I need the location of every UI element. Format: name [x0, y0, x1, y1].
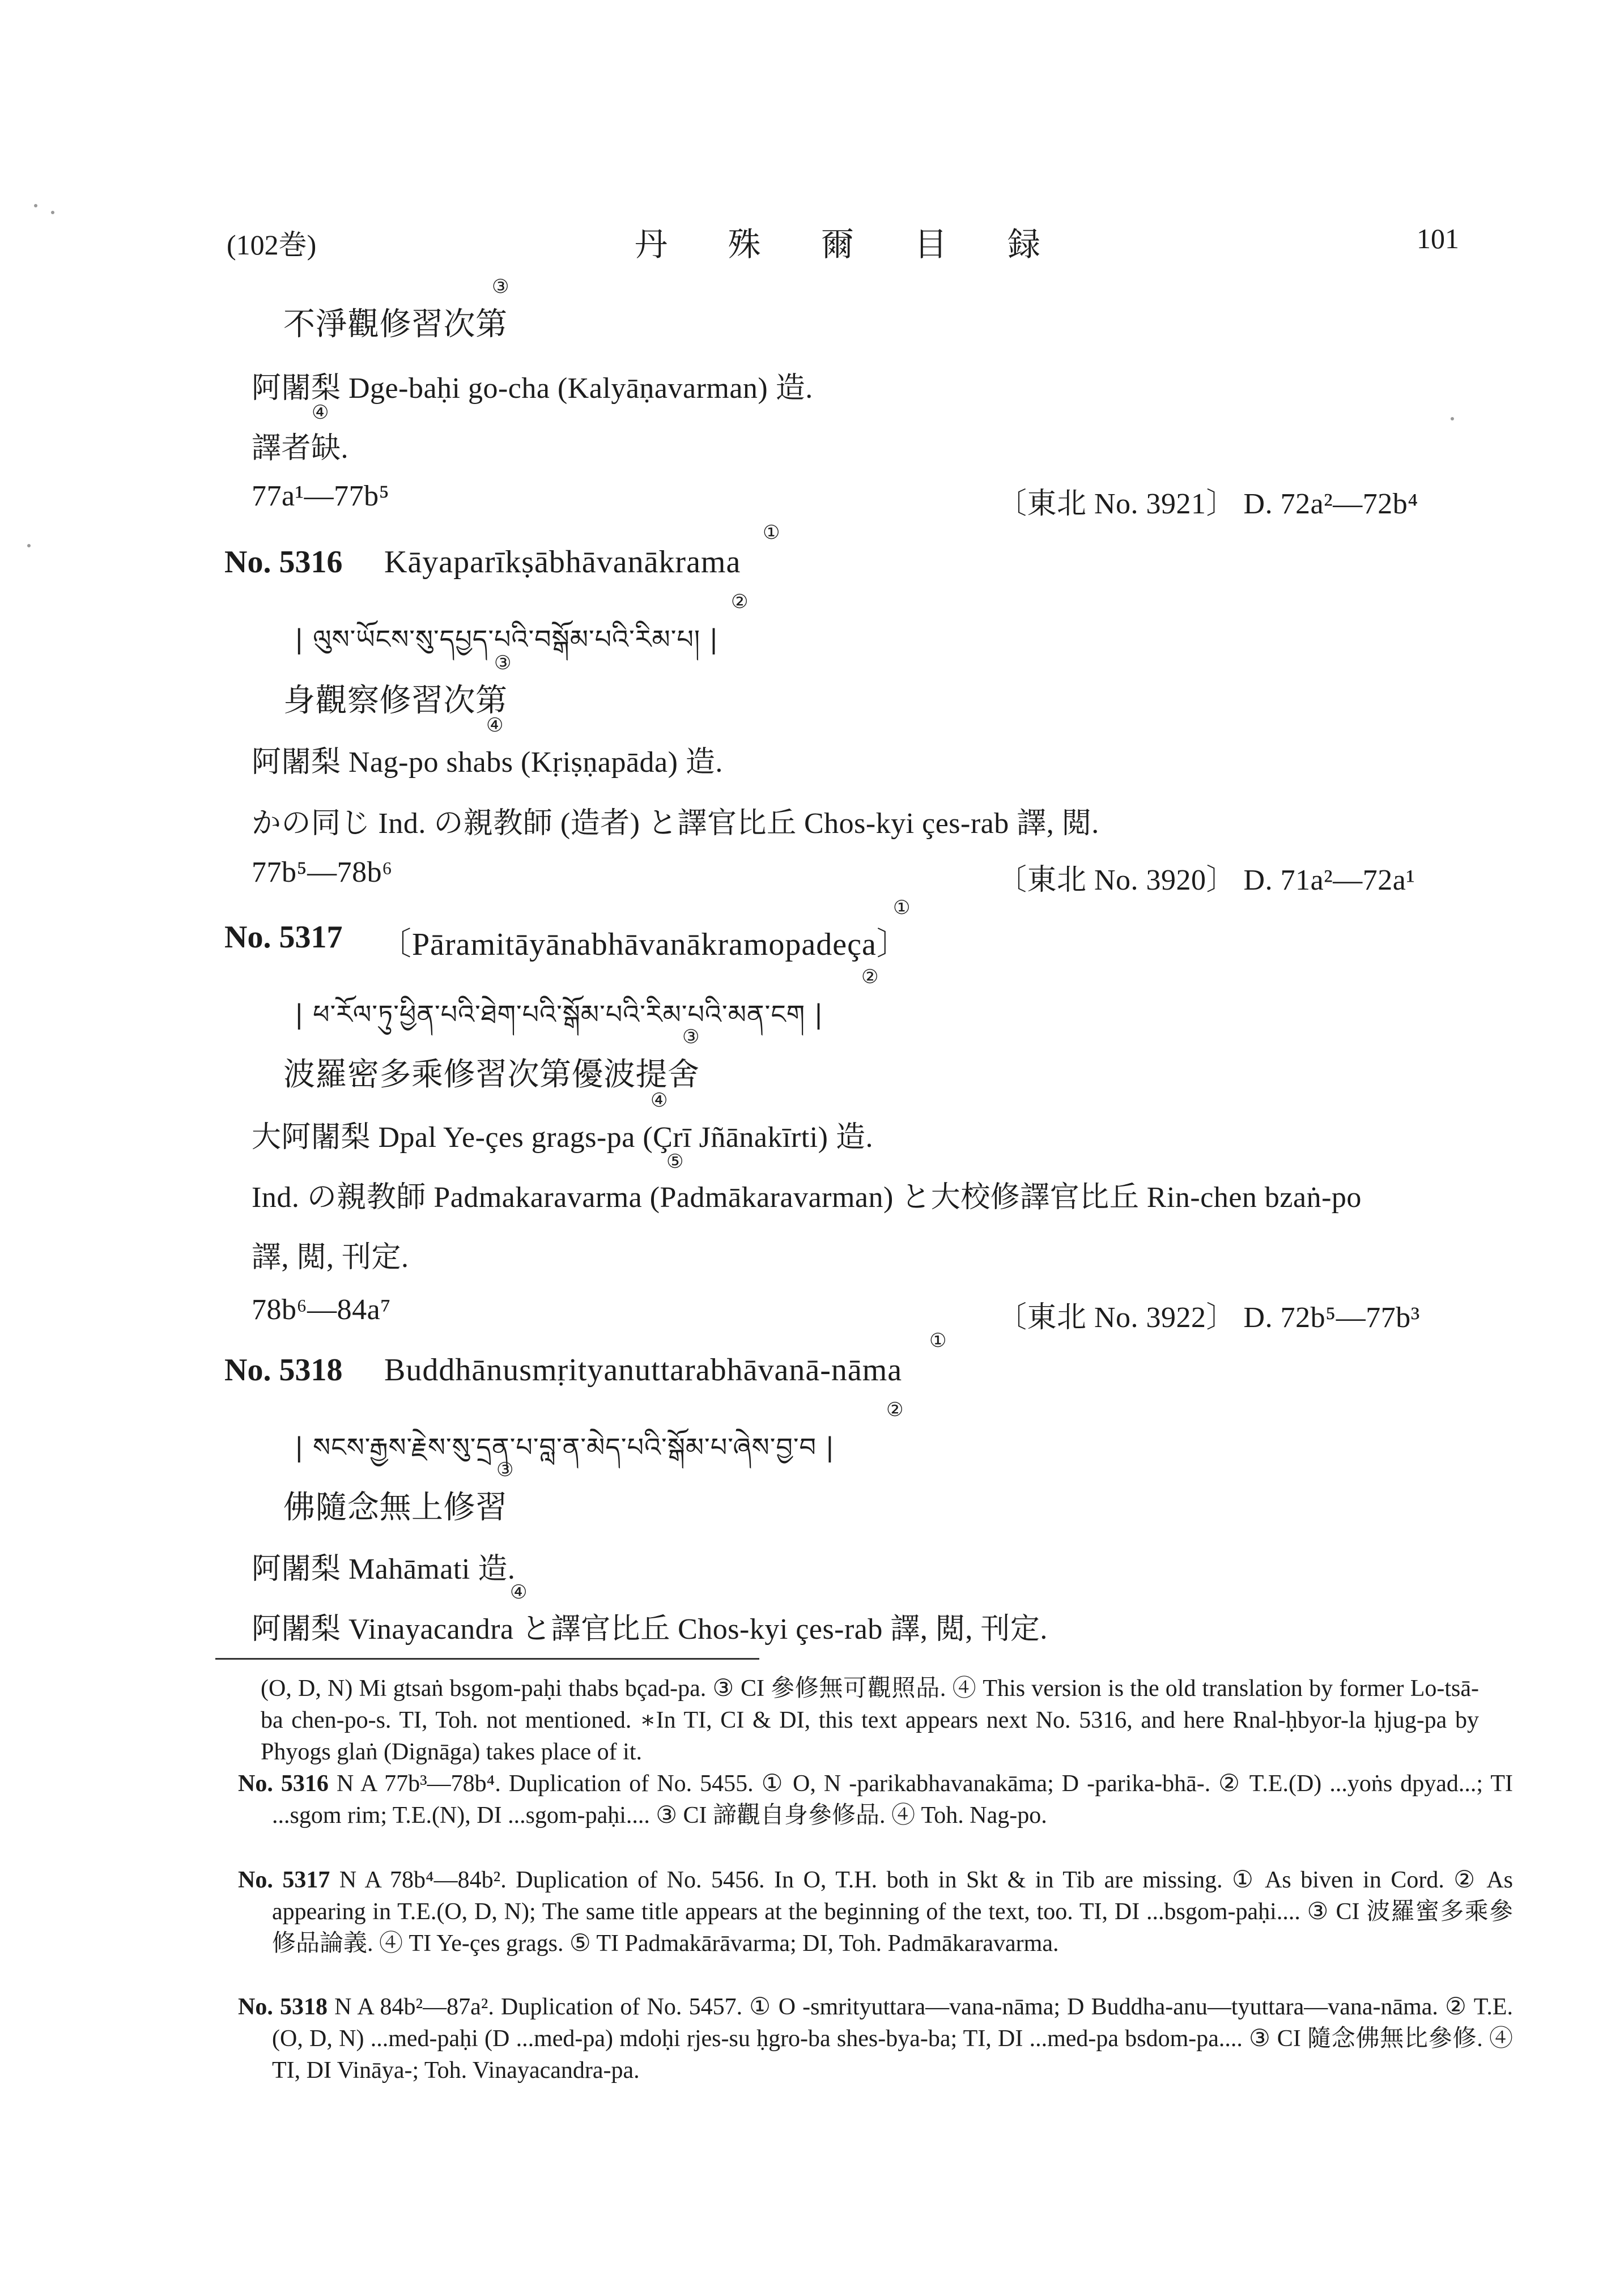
note-mark: ④ [510, 1581, 528, 1604]
folio-range: 77b⁵—78b⁶ [252, 856, 393, 888]
footnote-text: N A 78b⁴—84b². Duplication of No. 5456. In O, T.H. both in Skt & in Tib are missing. ① As biven in Cord. ② As appearing in T.E.(O, D, N); The same title appears at the beginning of the text, too. TI, DI ...bsgom-paḥi.... ③ CI 波羅蜜多乘參修品論義. ④ TI Ye-çes grags. ⑤ TI Padmakārāvarma; DI, Toh. Padmākaravarma. [272, 1867, 1513, 1957]
folio-range: 77a¹—77b⁵ [252, 480, 390, 512]
note-mark: ⑤ [666, 1150, 684, 1173]
footnote-5317 [238, 1864, 1513, 1959]
tibetan-title: | ཕ་རོལ་ཏུ་ཕྱིན་པའི་ཐེག་པའི་སྒོམ་པའི་རིམ་པའི་མན་ངག | [295, 999, 824, 1030]
scan-speck [27, 544, 31, 547]
scan-speck [51, 211, 54, 214]
volume-label: (102巻) [227, 229, 317, 261]
chinese-title: 波羅密多乘修習次第優波提舍 [283, 1057, 700, 1092]
note-mark: ① [763, 521, 780, 544]
translator-line: かの同じ Ind. の親教師 (造者) と譯官比丘 Chos-kyi çes-rab 譯, 閲. [252, 807, 1099, 840]
tohoku-reference: 〔東北 No. 3921〕 D. 72a²—72b⁴ [997, 488, 1418, 520]
footnote-prev [261, 1673, 1479, 1768]
folio-range: 78b⁶—84a⁷ [252, 1294, 391, 1326]
page-header-title: 丹 殊 爾 目 録 [635, 226, 1041, 263]
note-mark: ④ [312, 401, 329, 424]
footnote-5318 [238, 1991, 1513, 2086]
note-mark: ④ [486, 714, 504, 737]
note-mark: ③ [682, 1026, 700, 1048]
note-mark: ③ [496, 1459, 514, 1481]
tohoku-reference: 〔東北 No. 3922〕 D. 72b⁵—77b³ [997, 1302, 1420, 1334]
entry-number: No. 5317 [224, 920, 343, 955]
footnote-label: No. 5316 [238, 1771, 329, 1797]
entry-number: No. 5318 [224, 1353, 343, 1388]
sanskrit-title: 〔Pāramitāyānabhāvanākramopadeça〕 [380, 927, 909, 962]
author-line: 阿闍梨 Dge-baḥi go-cha (Kalyāṇavarman) 造. [252, 372, 813, 405]
footnote-rule [215, 1658, 759, 1660]
footnote-label: No. 5318 [238, 1994, 328, 2020]
sanskrit-title: Kāyaparīkṣābhāvanākrama [384, 545, 741, 580]
note-mark: ② [861, 966, 879, 988]
entry-number: No. 5316 [224, 545, 343, 580]
scan-speck [1451, 417, 1454, 420]
chinese-title: 不淨觀修習次第 [283, 307, 508, 342]
note-mark: ④ [651, 1089, 668, 1112]
translator-line: 阿闍梨 Vinayacandra と譯官比丘 Chos-kyi çes-rab 譯, 閲, 刊定. [252, 1613, 1048, 1646]
footnote-5316 [238, 1768, 1513, 1831]
scan-speck [34, 204, 37, 207]
translator-line: 譯者缺. [252, 432, 349, 465]
chinese-title: 佛隨念無上修習 [283, 1490, 508, 1525]
note-mark: ② [731, 590, 749, 613]
footnote-text: N A 84b²—87a². Duplication of No. 5457. ① O -smrityuttara—vana-nāma; D Buddha-anu—tyuttara—vana-nāma. ② T.E.(O, D, N) ...med-paḥi (D ...med-pa) mdoḥi rjes-su ḥgro-ba shes-bya-ba; TI, DI ...med-pa bsdom-pa.... ③ CI 隨念佛無比參修. ④ TI, DI Vināya-; Toh. Vinayacandra-pa. [272, 1994, 1513, 2084]
sanskrit-title: Buddhānusmṛityanuttarabhāvanā-nāma [384, 1353, 903, 1388]
tibetan-title: | ལུས་ཡོངས་སུ་དཔྱད་པའི་བསྒོམ་པའི་རིམ་པ། | [295, 624, 719, 654]
author-line: 阿闍梨 Mahāmati 造. [252, 1553, 516, 1585]
translator-line: Ind. の親教師 Padmakaravarma (Padmākaravarman) と大校修譯官比丘 Rin-chen bzaṅ-po [252, 1181, 1362, 1214]
translator-line: 譯, 閲, 刊定. [252, 1241, 409, 1274]
note-mark: ② [886, 1398, 904, 1421]
note-mark: ③ [492, 275, 509, 298]
author-line: 大阿闍梨 Dpal Ye-çes grags-pa (Çrī Jñānakīrti) 造. [252, 1121, 873, 1154]
note-mark: ① [893, 896, 911, 919]
page-number: 101 [1417, 223, 1459, 254]
tibetan-title: | སངས་རྒྱས་རྗེས་སུ་དྲན་པ་བླ་ན་མེད་པའི་སྒོམ་པ་ཞེས་བྱ་བ | [295, 1432, 835, 1462]
tohoku-reference: 〔東北 No. 3920〕 D. 71a²—72a¹ [997, 864, 1415, 896]
note-mark: ① [929, 1329, 947, 1352]
footnote-text: N A 77b³—78b⁴. Duplication of No. 5455. ① O, N -parikabhavanakāma; D -parika-bhā-. ② T.E.(D) ...yoṅs dpyad...; TI ...sgom rim; T.E.(N), DI ...sgom-paḥi.... ③ CI 諦觀自身參修品. ④ Toh. Nag-po. [272, 1771, 1513, 1829]
author-line: 阿闍梨 Nag-po shabs (Kṛiṣṇapāda) 造. [252, 746, 723, 779]
footnote-label: No. 5317 [238, 1867, 330, 1893]
chinese-title: 身觀察修習次第 [283, 683, 508, 718]
footnote-text: (O, D, N) Mi gtsaṅ bsgom-paḥi thabs bçad-pa. ③ CI 參修無可觀照品. ④ This version is the old translation by former Lo-tsā-ba chen-po-s. TI, Toh. not mentioned. ∗In TI, CI & DI, this text appears next No. 5316, and here Rnal-ḥbyor-la ḥjug-pa by Phyogs glaṅ (Dignāga) takes place of it. [261, 1676, 1479, 1765]
note-mark: ③ [494, 652, 512, 674]
